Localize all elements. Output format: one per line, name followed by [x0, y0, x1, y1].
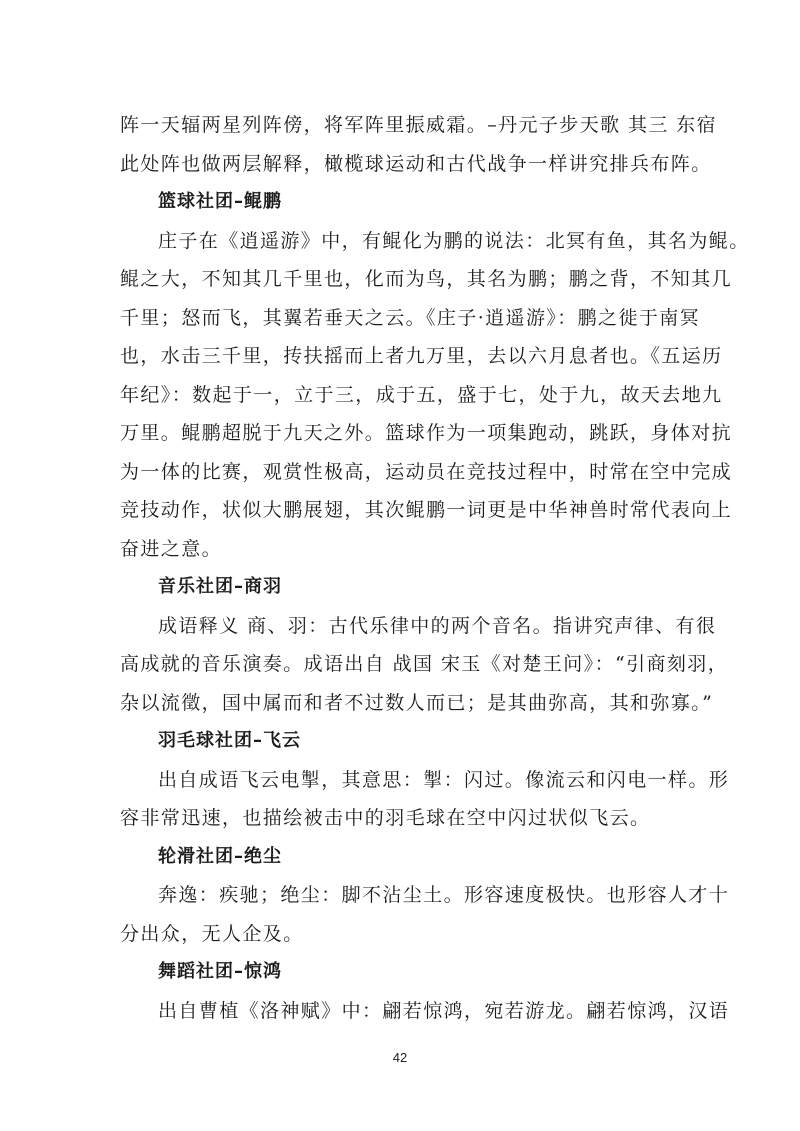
- text-line: 分出众，无人企及。: [120, 922, 304, 945]
- text-line: 容非常迅速，也描绘被击中的羽毛球在空中闪过状似飞云。: [120, 807, 651, 829]
- text-line: 出自曹植《洛神赋》中：翩若惊鸿，宛若游龙。翩若惊鸿，汉语: [158, 999, 730, 1022]
- text-line: 年纪》：数起于一，立于三，成于五，盛于七，处于九，故天去地九: [120, 383, 723, 406]
- text-line: 高成就的音乐演奏。成语出自 战国 宋玉《对楚王问》：“引商刻羽，: [120, 653, 729, 675]
- text-line: 庄子在《逍遥游》中，有鲲化为鹏的说法：北冥有鱼，其名为鲲。: [158, 229, 750, 252]
- section-heading: 篮球社团–鲲鹏: [158, 191, 282, 212]
- section-heading: 音乐社团–商羽: [158, 576, 282, 597]
- section-heading: 羽毛球社团–飞云: [158, 730, 301, 751]
- text-line: 千里；怒而飞，其翼若垂天之云。《庄子·逍遥游》：鹏之徙于南冥: [120, 306, 701, 329]
- text-line: 奋进之意。: [120, 537, 223, 560]
- page-body: [120, 106, 750, 1030]
- text-line: 成语释义 商、羽：古代乐律中的两个音名。指讲究声律、有很: [158, 614, 717, 637]
- text-line: 也，水击三千里，抟扶摇而上者九万里，去以六月息者也。《五运历: [120, 345, 723, 367]
- text-line: 出自成语飞云电掣，其意思：掣：闪过。像流云和闪电一样。形: [158, 768, 730, 791]
- text-line: 竞技动作，状似大鹏展翅，其次鲲鹏一词更是中华神兽时常代表向上: [120, 499, 733, 521]
- text-line: 鲲之大，不知其几千里也，化而为鸟，其名为鹏；鹏之背，不知其几: [120, 268, 733, 290]
- section-heading: 舞蹈社团–惊鸿: [158, 961, 282, 982]
- text-line: 为一体的比赛，观赏性极高，运动员在竞技过程中，时常在空中完成: [120, 460, 733, 483]
- text-line: 奔逸：疾驰；绝尘：脚不沾尘土。形容速度极快。也形容人才十: [158, 884, 730, 906]
- text-line: 杂以流徵，国中属而和者不过数人而已；是其曲弥高，其和弥寡。”: [120, 691, 714, 714]
- text-line: 阵一天辐两星列阵傍，将军阵里振威霜。–丹元子步天歌 其三 东宿: [120, 114, 717, 136]
- text-line: 此处阵也做两层解释，橄榄球运动和古代战争一样讲究排兵布阵。: [120, 152, 712, 175]
- text-line: 万里。鲲鹏超脱于九天之外。篮球作为一项集跑动，跳跃，身体对抗: [120, 422, 733, 444]
- section-heading: 轮滑社团–绝尘: [158, 845, 282, 867]
- page-number: 42: [392, 1050, 408, 1065]
